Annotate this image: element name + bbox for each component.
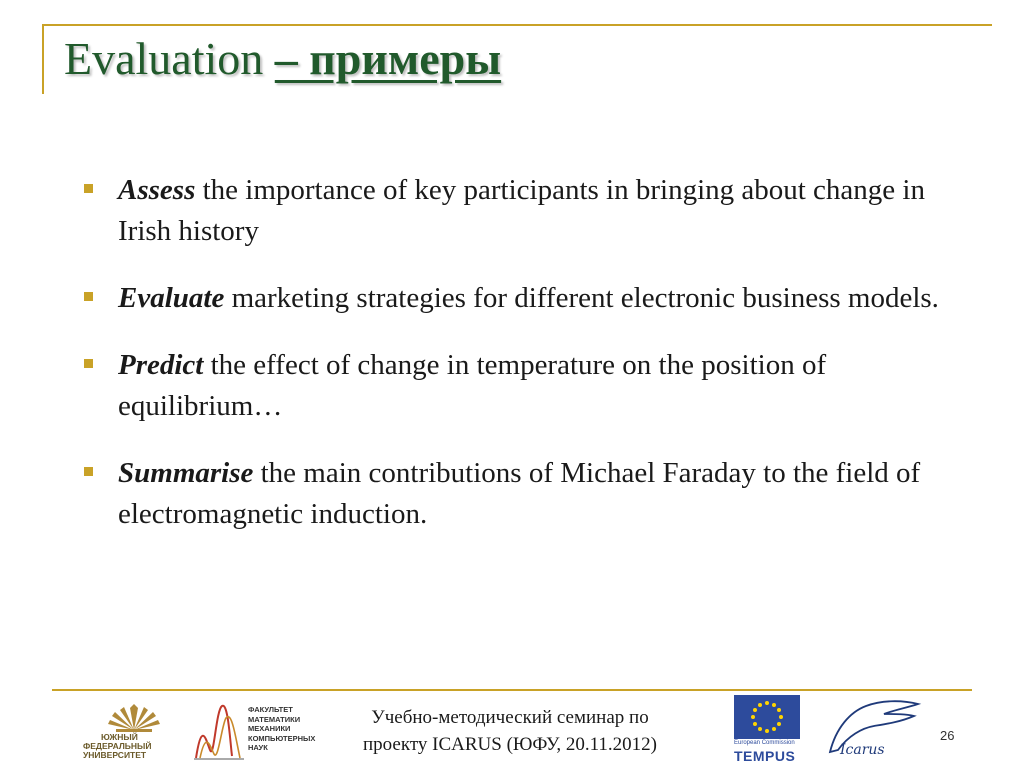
eu-commission-label: European Commission <box>734 740 795 746</box>
mmcs-line: ФАКУЛЬТЕТ <box>248 705 293 714</box>
mmcs-line: МАТЕМАТИКИ <box>248 714 301 724</box>
mmcs-line: НАУК <box>248 743 268 752</box>
sfedu-line: ЮЖНЫЙ <box>101 732 138 742</box>
mmcs-logo-icon <box>192 700 246 762</box>
bullet-item <box>80 170 950 252</box>
square-bullet-icon <box>84 359 93 368</box>
sfedu-line: ФЕДЕРАЛЬНЫЙ <box>83 741 152 751</box>
title-english: Evaluation <box>64 33 275 84</box>
square-bullet-icon <box>84 467 93 476</box>
title-frame-left-line <box>42 24 44 94</box>
bullet-verb: Evaluate <box>118 282 225 314</box>
bullet-verb: Summarise <box>118 457 254 489</box>
footer-caption-line-2: проекту ICARUS (ЮФУ, 20.11.2012) <box>363 734 657 755</box>
bullet-text: the importance of key participants in bringing about change in Irish history <box>118 174 925 247</box>
bullet-text: the main contributions of Michael Faraday to the field of electromagnetic induction. <box>118 457 921 530</box>
sfedu-logo-text <box>83 733 183 760</box>
bullet-item <box>80 345 950 427</box>
footer-caption-line-1: Учебно-методический семинар по <box>371 707 649 728</box>
icarus-logo-text: Icarus <box>840 742 885 758</box>
title-russian: – примеры <box>274 33 502 84</box>
tempus-label: TEMPUS <box>734 748 796 764</box>
eu-flag-icon <box>734 695 800 739</box>
bullet-text: the effect of change in temperature on the position of equilibrium… <box>118 349 827 422</box>
footer-divider <box>52 689 972 691</box>
bullet-verb: Predict <box>118 349 204 381</box>
slide-title <box>64 32 501 85</box>
bullet-item <box>80 278 950 319</box>
footer-caption <box>330 704 690 758</box>
title-frame-top-line <box>42 24 992 26</box>
square-bullet-icon <box>84 184 93 193</box>
page-number: 26 <box>940 728 955 743</box>
bullet-list <box>80 170 950 561</box>
mmcs-logo-text <box>248 705 338 753</box>
mmcs-line: КОМПЬЮТЕРНЫХ <box>248 733 316 743</box>
square-bullet-icon <box>84 292 93 301</box>
bullet-item <box>80 453 950 535</box>
bullet-verb: Assess <box>118 174 196 206</box>
sfedu-line: УНИВЕРСИТЕТ <box>83 750 147 760</box>
mmcs-line: МЕХАНИКИ <box>248 724 291 733</box>
icarus-logo-icon <box>826 698 922 760</box>
bullet-text: marketing strategies for different electronic business models. <box>224 282 939 314</box>
